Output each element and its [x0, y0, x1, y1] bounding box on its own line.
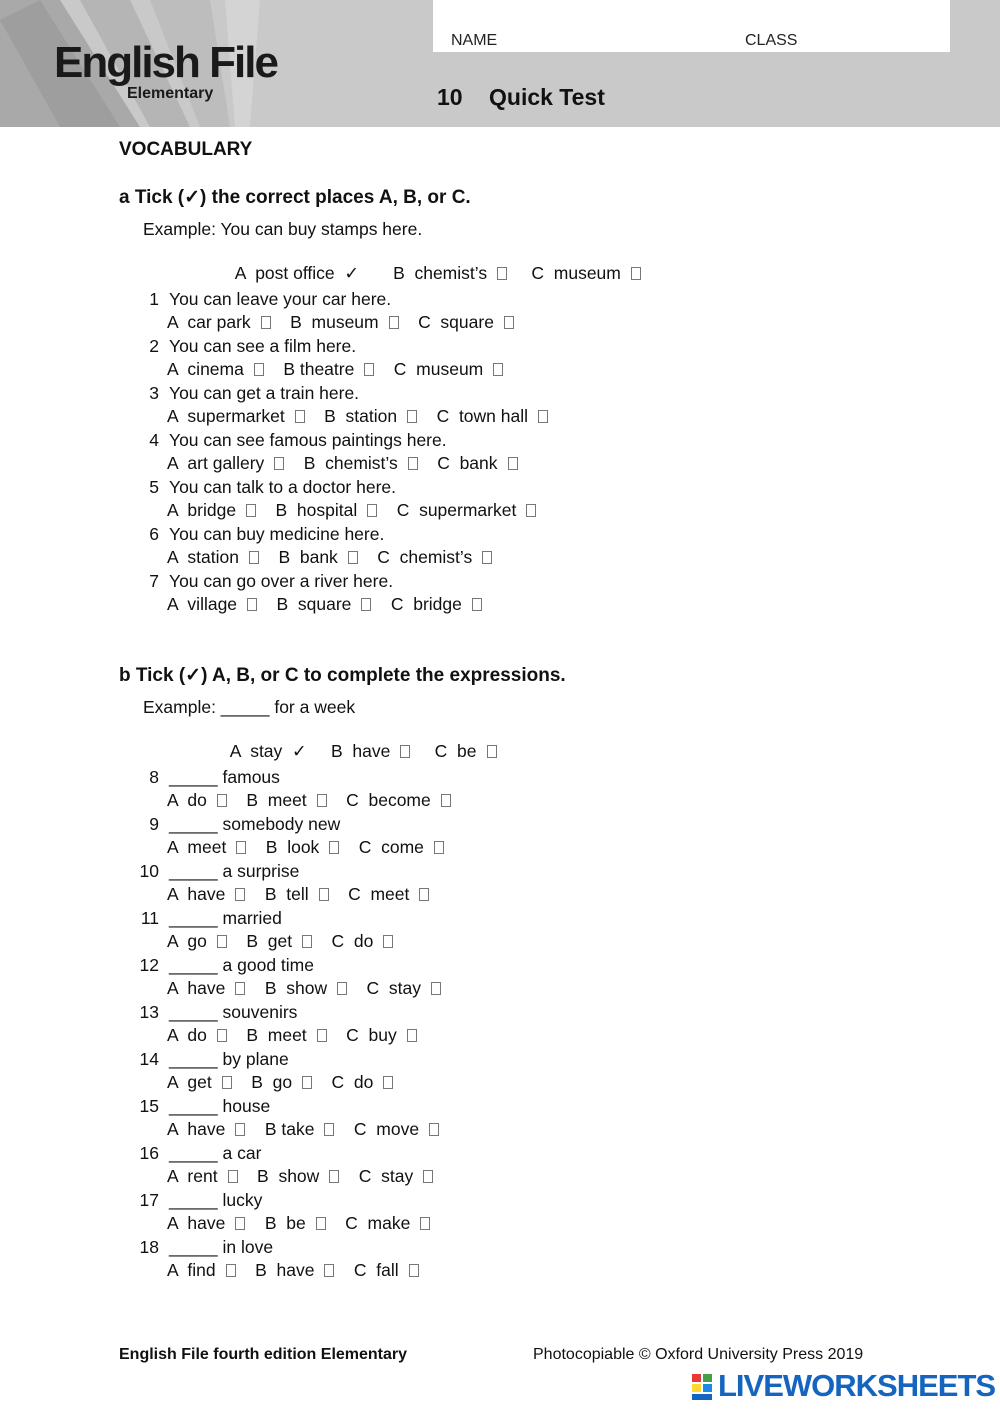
- checkbox[interactable]: [254, 363, 264, 376]
- checkbox[interactable]: [361, 598, 371, 611]
- checkbox[interactable]: [348, 551, 358, 564]
- option-c: C stay: [366, 978, 422, 998]
- options-row: [167, 547, 492, 568]
- options-row: [167, 1072, 393, 1093]
- question-row: [133, 1002, 297, 1023]
- name-class-box: [433, 0, 950, 52]
- liveworksheets-brand: LIVEWORKSHEETS: [718, 1368, 996, 1403]
- checkbox[interactable]: [324, 1264, 334, 1277]
- checkbox[interactable]: [383, 1076, 393, 1089]
- checkbox[interactable]: [235, 982, 245, 995]
- question-text: _____ famous: [169, 767, 280, 787]
- option-a: A art gallery: [167, 453, 265, 473]
- checkbox[interactable]: [247, 598, 257, 611]
- question-text: _____ by plane: [169, 1049, 289, 1069]
- part-a-heading: a Tick (✓) the correct places A, B, or C.: [119, 187, 471, 208]
- question-number: 16: [139, 1143, 159, 1163]
- option-c: C museum: [393, 359, 484, 379]
- checkbox[interactable]: [538, 410, 548, 423]
- option-a: A village: [167, 594, 238, 614]
- checkbox[interactable]: [441, 794, 451, 807]
- checkbox[interactable]: [302, 1076, 312, 1089]
- question-text: You can go over a river here.: [169, 571, 394, 591]
- checkbox[interactable]: [429, 1123, 439, 1136]
- question-number: 9: [149, 814, 159, 834]
- question-row: [133, 1237, 273, 1258]
- option-b: B have: [255, 1260, 315, 1280]
- options-row: [167, 1119, 439, 1140]
- checkbox[interactable]: [236, 841, 246, 854]
- question-number: 2: [149, 336, 159, 356]
- question-text: _____ somebody new: [169, 814, 341, 834]
- option-c: C chemist’s: [377, 547, 473, 567]
- checkbox[interactable]: [235, 888, 245, 901]
- question-text: You can talk to a doctor here.: [169, 477, 397, 497]
- question-row: [133, 336, 356, 357]
- option-a: A have: [167, 1213, 226, 1233]
- option-a: A have: [167, 884, 226, 904]
- logo-subtitle: Elementary: [127, 85, 214, 102]
- checkbox[interactable]: [409, 1264, 419, 1277]
- checkbox[interactable]: [317, 794, 327, 807]
- checkbox[interactable]: [329, 841, 339, 854]
- page-header: [0, 0, 1000, 127]
- option-b: B look: [265, 837, 320, 857]
- question-row: [133, 955, 314, 976]
- question-text: You can see famous paintings here.: [169, 430, 447, 450]
- option-a: A have: [167, 1119, 226, 1139]
- option-b: B take: [264, 1119, 315, 1139]
- section-heading: VOCABULARY: [119, 139, 253, 160]
- test-title: [437, 84, 605, 111]
- option-a: A find: [167, 1260, 216, 1280]
- checkbox[interactable]: [337, 982, 347, 995]
- options-row: [167, 978, 441, 999]
- options-row: [167, 790, 451, 811]
- checkbox[interactable]: [434, 841, 444, 854]
- option-a: A do: [167, 790, 207, 810]
- checkbox[interactable]: [329, 1170, 339, 1183]
- option-b: B tell: [264, 884, 309, 904]
- option-c: C make: [345, 1213, 411, 1233]
- checkbox[interactable]: [274, 457, 284, 470]
- question-row: [133, 814, 340, 835]
- option-c: C bank: [437, 453, 498, 473]
- question-number: 13: [139, 1002, 159, 1022]
- question-row: [133, 1096, 270, 1117]
- option-a: A car park: [167, 312, 251, 332]
- checkbox[interactable]: [482, 551, 492, 564]
- checkbox[interactable]: [419, 888, 429, 901]
- question-row: [133, 908, 282, 929]
- option-b: B chemist’s: [303, 453, 398, 473]
- options-row: [167, 312, 514, 333]
- option-c: C fall: [353, 1260, 399, 1280]
- example-option-c: C be: [434, 741, 477, 761]
- option-b: B show: [257, 1166, 320, 1186]
- checkbox[interactable]: [302, 935, 312, 948]
- options-row: [167, 931, 393, 952]
- option-a: A have: [167, 978, 226, 998]
- question-text: You can leave your car here.: [169, 289, 392, 309]
- checkbox[interactable]: [408, 457, 418, 470]
- class-label: CLASS: [745, 32, 798, 49]
- checkbox[interactable]: [508, 457, 518, 470]
- question-row: [133, 1049, 289, 1070]
- question-number: 3: [149, 383, 159, 403]
- checkbox[interactable]: [367, 504, 377, 517]
- checkbox[interactable]: [423, 1170, 433, 1183]
- options-row: [167, 594, 482, 615]
- option-a: A get: [167, 1072, 212, 1092]
- example-option-c: C museum: [531, 263, 621, 283]
- question-text: _____ house: [169, 1096, 271, 1116]
- question-row: [133, 477, 396, 498]
- option-a: A rent: [167, 1166, 218, 1186]
- option-c: C come: [358, 837, 424, 857]
- question-row: [133, 1143, 261, 1164]
- option-c: C bridge: [390, 594, 462, 614]
- options-row: [167, 1260, 419, 1281]
- checkbox[interactable]: [235, 1123, 245, 1136]
- option-c: C do: [331, 1072, 374, 1092]
- option-b: B station: [324, 406, 398, 426]
- option-b: B bank: [278, 547, 338, 567]
- question-number: 7: [149, 571, 159, 591]
- question-text: _____ a surprise: [169, 861, 300, 881]
- footer-copyright: Photocopiable © Oxford University Press 2019: [533, 1346, 864, 1363]
- checkbox[interactable]: [324, 1123, 334, 1136]
- part-b-example-options: [221, 720, 497, 762]
- liveworksheets-logo-icon: [692, 1372, 714, 1402]
- option-a: A meet: [167, 837, 227, 857]
- question-text: _____ a car: [169, 1143, 262, 1163]
- question-row: [133, 571, 393, 592]
- checkbox[interactable]: [317, 1029, 327, 1042]
- question-text: _____ in love: [169, 1237, 274, 1257]
- question-text: You can buy medicine here.: [169, 524, 385, 544]
- option-c: C square: [418, 312, 494, 332]
- question-row: [133, 430, 447, 451]
- part-a-example-question: Example: You can buy stamps here.: [143, 219, 423, 239]
- option-b: B meet: [246, 1025, 307, 1045]
- question-number: 8: [149, 767, 159, 787]
- checkbox[interactable]: [249, 551, 259, 564]
- logo-title: English File: [54, 38, 277, 87]
- example-options-ab: A post office ✓ B chemist’s: [234, 263, 488, 283]
- option-c: C meet: [348, 884, 410, 904]
- option-b: B meet: [246, 790, 307, 810]
- checkbox[interactable]: [316, 1217, 326, 1230]
- option-b: B go: [251, 1072, 293, 1092]
- checkbox[interactable]: [222, 1076, 232, 1089]
- options-row: [167, 1213, 430, 1234]
- question-text: You can get a train here.: [169, 383, 360, 403]
- option-b: B hospital: [275, 500, 358, 520]
- options-row: [167, 837, 444, 858]
- checkbox[interactable]: [217, 935, 227, 948]
- option-c: C become: [346, 790, 431, 810]
- option-c: C do: [331, 931, 374, 951]
- checkbox[interactable]: [383, 935, 393, 948]
- checkbox[interactable]: [295, 410, 305, 423]
- option-b: B square: [276, 594, 352, 614]
- checkbox[interactable]: [246, 504, 256, 517]
- question-number: 12: [139, 955, 159, 975]
- options-row: [167, 884, 429, 905]
- question-number: 10: [139, 861, 159, 881]
- option-a: A go: [167, 931, 207, 951]
- checkbox[interactable]: [226, 1264, 236, 1277]
- option-c: C buy: [346, 1025, 397, 1045]
- option-a: A station: [167, 547, 239, 567]
- checkbox[interactable]: [431, 982, 441, 995]
- option-b: B get: [246, 931, 293, 951]
- option-b: B be: [264, 1213, 306, 1233]
- checkbox[interactable]: [526, 504, 536, 517]
- option-b: B show: [264, 978, 328, 998]
- option-a: A cinema: [167, 359, 244, 379]
- question-number: 1: [149, 289, 159, 309]
- checkbox[interactable]: [497, 267, 507, 280]
- question-text: _____ a good time: [169, 955, 314, 975]
- checkbox[interactable]: [631, 267, 641, 280]
- question-number: 5: [149, 477, 159, 497]
- options-row: [167, 500, 536, 521]
- part-b-heading: b Tick (✓) A, B, or C to complete the expressions.: [119, 665, 566, 686]
- options-row: [167, 1025, 417, 1046]
- option-a: A do: [167, 1025, 207, 1045]
- question-text: _____ lucky: [169, 1190, 263, 1210]
- question-number: 4: [149, 430, 159, 450]
- checkbox[interactable]: [487, 745, 497, 758]
- question-row: [133, 383, 359, 404]
- question-number: 6: [149, 524, 159, 544]
- option-c: C supermarket: [396, 500, 517, 520]
- option-a: A supermarket: [167, 406, 285, 426]
- question-number: 15: [139, 1096, 159, 1116]
- question-row: [133, 1190, 262, 1211]
- options-row: [167, 406, 548, 427]
- checkbox[interactable]: [389, 316, 399, 329]
- question-row: [133, 289, 391, 310]
- question-number: 18: [139, 1237, 159, 1257]
- option-b: B theatre: [283, 359, 355, 379]
- option-b: B museum: [290, 312, 379, 332]
- question-row: [133, 767, 280, 788]
- checkbox[interactable]: [407, 1029, 417, 1042]
- checkbox[interactable]: [217, 794, 227, 807]
- question-number: 17: [139, 1190, 159, 1210]
- part-b-example-question: Example: _____ for a week: [143, 697, 356, 717]
- name-label: NAME: [451, 32, 498, 49]
- question-text: _____ souvenirs: [169, 1002, 298, 1022]
- footer-book-title: English File fourth edition Elementary: [119, 1346, 408, 1363]
- question-number: 14: [139, 1049, 159, 1069]
- options-row: [167, 1166, 433, 1187]
- options-row: [167, 453, 518, 474]
- question-row: [133, 524, 384, 545]
- test-name: Quick Test: [489, 84, 605, 110]
- option-a: A bridge: [167, 500, 237, 520]
- checkbox[interactable]: [364, 363, 374, 376]
- checkbox[interactable]: [228, 1170, 238, 1183]
- question-row: [133, 861, 299, 882]
- checkbox[interactable]: [472, 598, 482, 611]
- checkbox[interactable]: [319, 888, 329, 901]
- checkbox[interactable]: [235, 1217, 245, 1230]
- checkbox[interactable]: [493, 363, 503, 376]
- checkbox[interactable]: [217, 1029, 227, 1042]
- option-c: C stay: [358, 1166, 414, 1186]
- checkbox[interactable]: [400, 745, 410, 758]
- checkbox[interactable]: [407, 410, 417, 423]
- example-option-b: B have: [331, 741, 391, 761]
- question-text: You can see a film here.: [169, 336, 357, 356]
- test-number: 10: [437, 84, 463, 110]
- options-row: [167, 359, 503, 380]
- option-c: C move: [353, 1119, 420, 1139]
- checkbox[interactable]: [504, 316, 514, 329]
- example-option-a: A stay ✓: [229, 741, 307, 761]
- question-number: 11: [140, 908, 159, 928]
- part-a-example-options: [226, 242, 641, 284]
- question-text: _____ married: [169, 908, 282, 928]
- checkbox[interactable]: [420, 1217, 430, 1230]
- option-c: C town hall: [436, 406, 529, 426]
- checkbox[interactable]: [261, 316, 271, 329]
